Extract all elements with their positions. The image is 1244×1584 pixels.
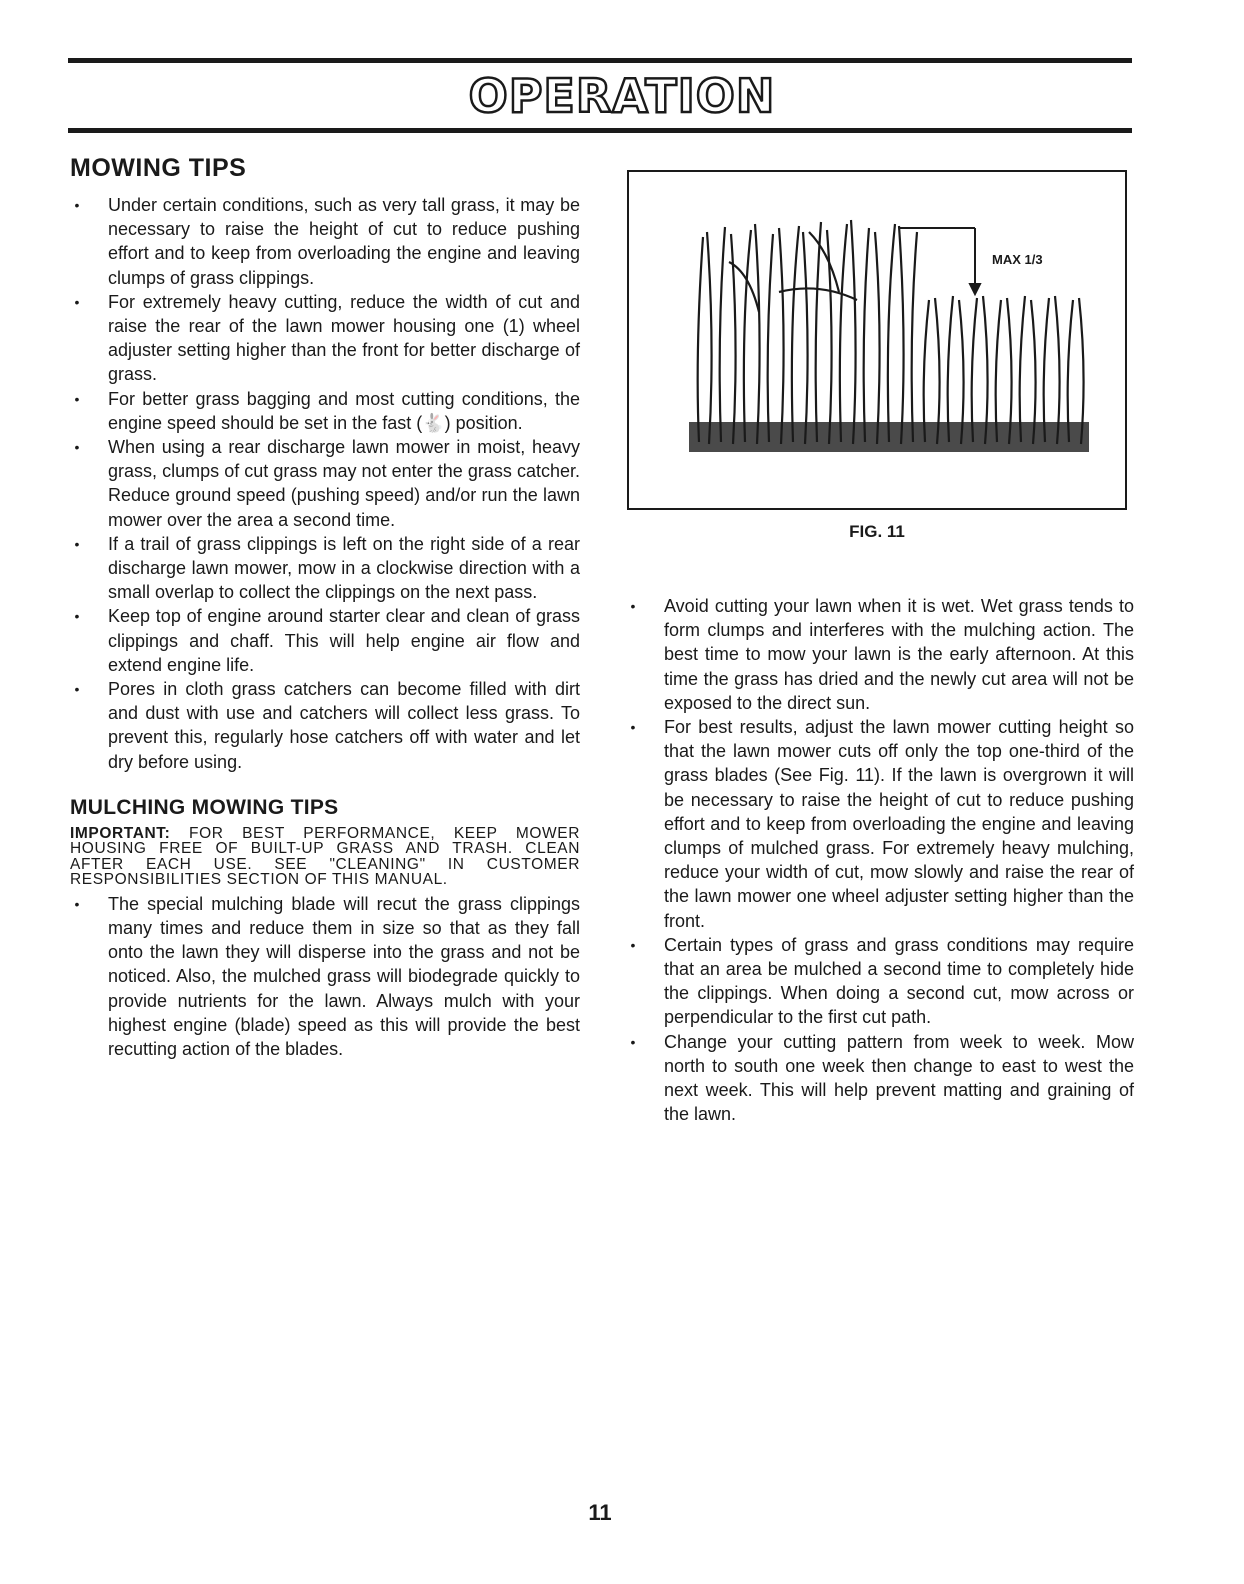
list-item [70,532,580,605]
cut-grass [924,296,1084,444]
list-item [70,387,580,435]
list-item [70,290,580,387]
list-item-text: For extremely heavy cutting, reduce the width of cut and raise the rear of the lawn mower housing one (1) wheel adjuster setting higher than the front for better discharge of grass. [108,291,580,385]
list-item [70,677,580,774]
figure-frame [627,170,1127,510]
list-item [626,715,1134,933]
mowing-tips-heading: MOWING TIPS [70,154,247,182]
bullet-icon: • [74,439,80,456]
list-item-text: The special mulching blade will recut the grass clippings many times and reduce them in size so that as they fall onto the lawn they will disperse into the grass and not be noticed. Also, the mulched grass will biodegrade quickly to provide nutrients for the lawn. Always mulch with your highest engine (blade) speed as this will provide the best recutting action of the blades. [108,893,580,1060]
list-item [626,1030,1134,1127]
figure-caption: FIG. 11 [849,522,905,541]
bullet-icon: • [74,681,80,698]
bullet-icon: • [630,598,636,614]
page-title: OPERATION [468,69,776,123]
list-item-text: For best results, adjust the lawn mower cutting height so that the lawn mower cuts off only the top one-third of the grass blades (See Fig. 11). If the lawn is overgrown it will be necessary to raise the height of cut to reduce pushing effort and to keep from overloading the engine and leaving clumps of mulched grass. For extremely heavy mulching, reduce your width of cut, mow slowly and raise the rear of the lawn mower one wheel adjuster setting higher than the front. [664,717,1134,931]
tall-grass [698,220,917,444]
page-number: 11 [588,1500,612,1525]
bullet-icon: • [74,293,80,310]
list-item-text: When using a rear discharge lawn mower in moist, heavy grass, clumps of cut grass may not enter the grass catcher. Reduce ground speed (pushing speed) and/or run the lawn mower over the area a second time. [108,437,580,530]
important-notice [70,826,580,888]
bullet-icon: • [74,390,80,407]
bullet-icon: • [74,608,80,625]
bullet-icon: • [630,936,636,953]
important-text: FOR BEST PERFORMANCE, KEEP MOWER HOUSING FREE OF BUILT-UP GRASS AND TRASH. CLEAN AFTER EACH USE. SEE "CLEANING" IN CUSTOMER RESPONSIBILITIES SECTION OF THIS MANUAL. [70,824,580,889]
list-item-text: If a trail of grass clippings is left on the right side of a rear discharge lawn mower, mow in a clockwise direction with a small overlap to collect the clippings on the next pass. [108,533,580,603]
list-item [626,933,1134,1030]
list-item-text: Under certain conditions, such as very tall grass, it may be necessary to raise the height of cut to reduce pushing effort and to keep from overloading the engine and leaving clumps of grass clippings. [108,195,580,288]
right-column [626,594,1134,1126]
list-item [70,604,580,677]
mulching-tips-heading: MULCHING MOWING TIPS [70,795,339,819]
bullet-icon: • [630,719,636,736]
mulching-tips-list [70,892,580,1061]
header-rule-top [68,58,1132,63]
mowing-tips-list [70,193,580,774]
list-item-text: Change your cutting pattern from week to week. Mow north to south one week then change to east to west the next week. This will help prevent matting and graining of the lawn. [664,1031,1134,1125]
list-item [70,193,580,290]
list-item [70,435,580,532]
header-rule-bottom [68,128,1132,133]
list-item [70,892,580,1061]
max-label: MAX 1/3 [992,252,1043,267]
bullet-icon: • [74,535,80,552]
right-tips-list [626,594,1134,1126]
bullet-icon: • [630,1033,636,1050]
height-indicator [899,228,980,294]
list-item-text: For better grass bagging and most cutting conditions, the engine speed should be set in the fast (🐇) position. [108,388,580,433]
bullet-icon: • [74,197,80,213]
list-item-text: Keep top of engine around starter clear and clean of grass clippings and chaff. This will help engine air flow and extend engine life. [108,606,580,675]
important-label: IMPORTANT: [70,824,171,842]
list-item-text: Certain types of grass and grass conditions may require that an area be mulched a second time to completely hide the clippings. When doing a second cut, mow across or perpendicular to the first cut path. [664,934,1134,1028]
grass-illustration [629,172,1125,508]
list-item [626,594,1134,715]
list-item-text: Avoid cutting your lawn when it is wet. Wet grass tends to form clumps and interferes with the mulching action. The best time to mow your lawn is the early afternoon. At this time the grass has dried and the newly cut area will not be exposed to the direct sun. [664,596,1134,713]
bullet-icon: • [74,895,80,912]
left-column [70,154,580,1061]
list-item-text: Pores in cloth grass catchers can become filled with dirt and dust with use and catchers will collect less grass. To prevent this, regularly hose catchers off with water and let dry before using. [108,679,580,772]
